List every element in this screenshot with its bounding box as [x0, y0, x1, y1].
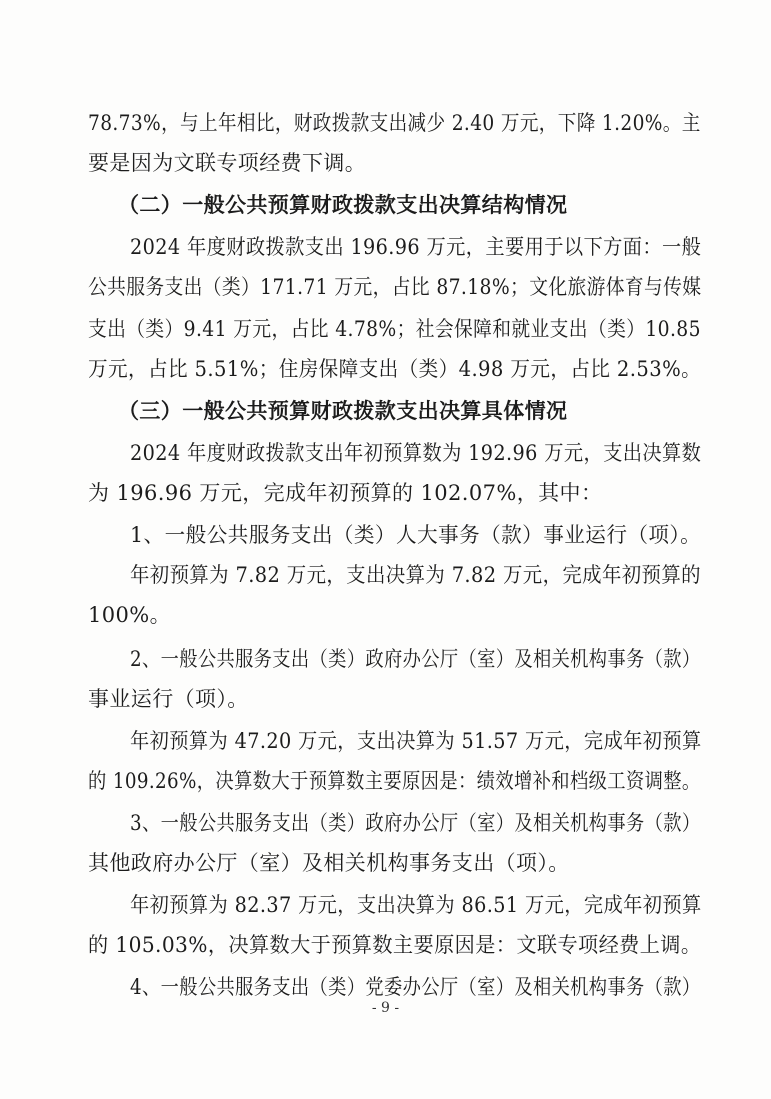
document-page: 78.73%，与上年相比，财政拨款支出减少 2.40 万元，下降 1.20%。主 要是因为文联专项经费下调。 （二）一般公共预算财政拨款支出决算结构情况 2024 年度财政拨款支出 196.96 万元，主要用于以下方面：一般 公共服务支出（类）171.71 万元，占比 87.18%；文化旅游体育与传媒 支出（类）9.41 万元，占比 4.78%；社会保障和就业支出（类）10.85 万元，占比 5.51%；住房保障支出（类）4.98 万元，占比 2.53%。 （三）一般公共预算财政拨款支出决算具体情况 2024 年度财政拨款支出年初预算数为 192.96 万元，支出决算数 为 196.96 万元，完成年初预算的 102.07%，其中： 1、一般公共服务支出（类）人大事务（款）事业运行（项）。 年初预算为 7.82 万元，支出决算为 7.82 万元，完成年初预算的 100%。 2、一般公共服务支出（类）政府办公厅（室）及相关机构事务（款） 事业运行（项）。 年初预算为 47.20 万元，支出决算为 51.57 万元，完成年初预算 的 109.26%，决算数大于预算数主要原因是：绩效增补和档级工资调整。 3、一般公共服务支出（类）政府办公厅（室）及相关机构事务（款） 其他政府办公厅（室）及相关机构事务支出（项）。 年初预算为 82.37 万元，支出决算为 86.51 万元，完成年初预算 的 105.03%，决算数大于预算数主要原因是：文联专项经费上调。 4、一般公共服务支出（类）党委办公厅（室）及相关机构事务（款） - 9 -	[0, 0, 771, 1099]
page-number: - 9 -	[371, 1000, 400, 1016]
